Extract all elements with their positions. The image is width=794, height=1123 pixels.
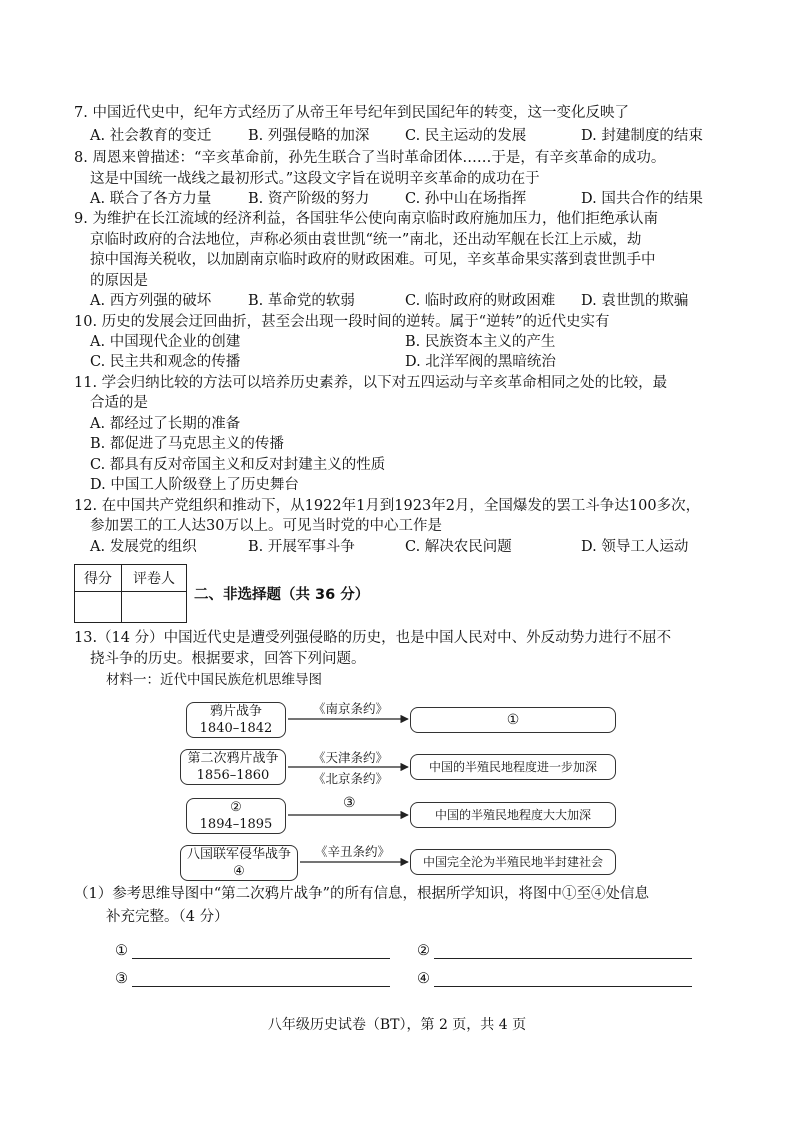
q8-option-a: A. 联合了各方力量 <box>90 191 212 207</box>
q8-option-d: D. 国共合作的结果 <box>581 191 703 207</box>
q7-option-a: A. 社会教育的变迁 <box>90 128 212 144</box>
q9-option-a: A. 西方列强的破坏 <box>90 293 212 309</box>
q8-stem-line: 8. 周恩来曾描述：“辛亥革命前，孙先生联合了当时革命团体……于是，有辛亥革命的成功。 <box>74 150 666 166</box>
q11-stem-line: 合适的是 <box>90 395 148 411</box>
page-footer: 八年级历史试卷（BT），第 2 页，共 4 页 <box>267 1017 527 1033</box>
result-text: ① <box>506 711 520 728</box>
war-name: 鸦片战争 <box>209 704 262 719</box>
q8-stem-line: 这是中国统一战线之最初形式。”这段文字旨在说明辛亥革命的成功在于 <box>90 171 540 187</box>
q11-option-d: D. 中国工人阶级登上了历史舞台 <box>90 477 299 493</box>
treaty-label: 《南京条约》 <box>313 701 389 716</box>
q11-option-c: C. 都具有反对帝国主义和反对封建主义的性质 <box>90 457 386 473</box>
treaty-label: 《辛丑条约》 <box>315 844 391 859</box>
war-box-blank-2 <box>186 798 286 834</box>
q8-option-c: C. 孙中山在场指挥 <box>405 191 527 207</box>
q7-option-c: C. 民主运动的发展 <box>405 128 527 144</box>
q10-option-b: B. 民族资本主义的产生 <box>405 334 556 350</box>
result-box <box>410 754 616 780</box>
answer-blank-2[interactable] <box>434 958 692 959</box>
q10-option-c: C. 民主共和观念的传播 <box>90 354 241 370</box>
q11-option-b: B. 都促进了马克思主义的传播 <box>90 436 284 452</box>
q8-option-b: B. 资产阶级的努力 <box>248 191 370 207</box>
q12-stem-line: 参加罢工的工人达30万以上。可见当时党的中心工作是 <box>90 518 442 534</box>
q9-stem-line: 9. 为维护在长江流域的经济利益，各国驻华公使向南京临时政府施加压力，他们拒绝承认南 <box>74 211 658 227</box>
score-label: 得分 <box>75 565 122 592</box>
q12-stem-line: 12. 在中国共产党组织和推动下，从1922年1月到1923年2月，全国爆发的罢工斗争达100多次， <box>74 498 701 514</box>
q9-stem-line: 京临时政府的合法地位，声称必须由袁世凯“统一”南北，还出动军舰在长江上示威，劫 <box>90 232 642 248</box>
blank-label-3: ③ <box>115 971 128 987</box>
q12-option-d: D. 领导工人运动 <box>581 539 689 555</box>
q7-stem: 7. 中国近代史中，纪年方式经历了从帝王年号纪年到民国纪年的转变，这一变化反映了 <box>74 105 629 121</box>
war-name: 八国联军侵华战争 <box>186 847 291 862</box>
q7-option-d: D. 封建制度的结束 <box>581 128 703 144</box>
q13-stem-line: 挠斗争的历史。根据要求，回答下列问题。 <box>90 651 366 667</box>
q12-option-a: A. 发展党的组织 <box>90 539 197 555</box>
result-box-blank-1 <box>410 707 616 733</box>
war-name: 第二次鸦片战争 <box>187 751 279 766</box>
q13-sub1-line: 补充完整。（4 分） <box>106 909 229 925</box>
blank-label-1: ① <box>115 943 128 959</box>
war-years-blank-4: ④ <box>233 864 245 879</box>
result-text: 中国完全沦为半殖民地半封建社会 <box>422 854 603 869</box>
section-2-title: 二、非选择题（共 36 分） <box>194 587 370 603</box>
war-box-opium-war <box>186 702 286 738</box>
grader-label: 评卷人 <box>122 565 187 592</box>
treaty-label: 《天津条约》 <box>313 750 389 765</box>
war-years: 1894–1895 <box>199 817 273 832</box>
result-box <box>410 849 616 875</box>
q9-option-d: D. 袁世凯的欺骗 <box>581 293 689 309</box>
result-text: 中国的半殖民地程度大大加深 <box>434 807 591 822</box>
q9-stem-line: 的原因是 <box>90 273 148 289</box>
blank-label-2: ② <box>417 943 430 959</box>
q9-option-c: C. 临时政府的财政困难 <box>405 293 556 309</box>
q10-option-a: A. 中国现代企业的创建 <box>90 334 241 350</box>
q10-stem: 10. 历史的发展会迂回曲折，甚至会出现一段时间的逆转。属于“逆转”的近代史实有 <box>74 314 610 330</box>
q13-sub1-line: （1）参考思维导图中“第二次鸦片战争”的所有信息，根据所学知识，将图中①至④处信息 <box>74 886 650 902</box>
q9-option-b: B. 革命党的软弱 <box>248 293 355 309</box>
material-1-title: 材料一：近代中国民族危机思维导图 <box>106 672 322 688</box>
war-box-second-opium-war <box>180 749 286 785</box>
q11-option-a: A. 都经过了长期的准备 <box>90 416 241 432</box>
war-years: 1856–1860 <box>196 768 270 783</box>
q7-option-b: B. 列强侵略的加深 <box>248 128 370 144</box>
q12-option-c: C. 解决农民问题 <box>405 539 512 555</box>
treaty-label-blank-3: ③ <box>343 795 356 811</box>
treaty-label: 《北京条约》 <box>313 771 389 786</box>
war-name: ② <box>230 800 242 815</box>
answer-blank-4[interactable] <box>434 986 692 987</box>
q9-stem-line: 掠中国海关税收，以加剧南京临时政府的财政困难。可见，辛亥革命果实落到袁世凯手中 <box>90 252 656 268</box>
result-text: 中国的半殖民地程度进一步加深 <box>428 759 597 774</box>
answer-blank-1[interactable] <box>132 958 390 959</box>
war-years: 1840–1842 <box>199 721 273 736</box>
q12-option-b: B. 开展军事斗争 <box>248 539 355 555</box>
q11-stem-line: 11. 学会归纳比较的方法可以培养历史素养，以下对五四运动与辛亥革命相同之处的比较，最 <box>74 375 668 391</box>
result-box <box>410 802 616 828</box>
q13-stem-line: 13.（14 分）中国近代史是遭受列强侵略的历史，也是中国人民对中、外反动势力进行不屈不 <box>74 630 672 646</box>
answer-blank-3[interactable] <box>132 986 390 987</box>
blank-label-4: ④ <box>417 971 430 987</box>
war-box-eight-nation-alliance <box>180 845 298 881</box>
q10-option-d: D. 北洋军阀的黑暗统治 <box>405 354 556 370</box>
